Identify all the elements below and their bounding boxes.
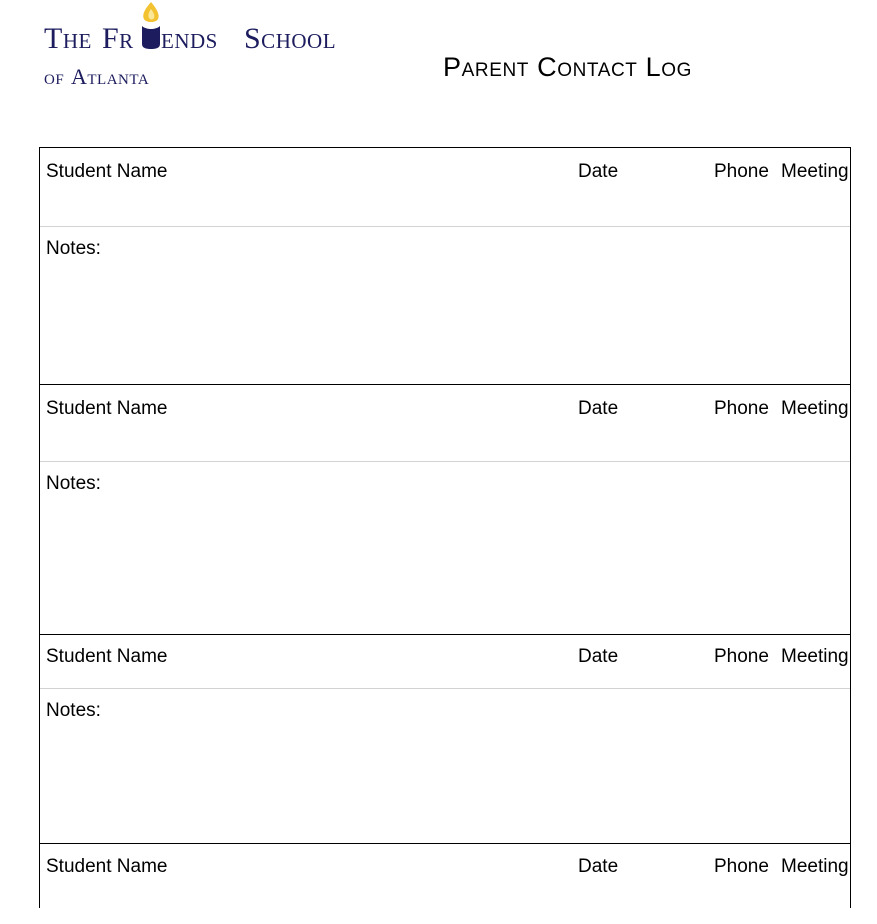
meeting-label: Meeting [781,161,849,182]
entry-header-row [40,148,850,227]
svg-text:of [44,64,64,89]
entry-header-row [40,844,850,904]
logo-word-the: The [44,22,92,55]
logo-word-school: School [244,22,337,55]
student-name-label: Student Name [46,646,168,667]
logo-word-fr: Fr [102,22,134,55]
svg-text:The [44,22,92,55]
phone-label: Phone [714,856,769,877]
contact-entry [40,148,850,384]
school-logo-graphic [40,0,365,92]
notes-label: Notes: [46,473,101,494]
meeting-label: Meeting [781,856,849,877]
date-label: Date [578,161,619,182]
logo-word-of: of [44,64,65,89]
logo-word-atlanta: Atlanta [71,64,150,89]
entry-header-row [40,635,850,689]
notes-label: Notes: [46,700,101,721]
entry-notes-area[interactable] [40,227,850,384]
meeting-label: Meeting [781,646,849,667]
contact-entry [40,843,850,924]
contact-log-form [39,147,851,908]
phone-label: Phone [714,646,769,667]
date-label: Date [578,646,619,667]
entry-notes-area[interactable] [40,689,850,843]
meeting-label: Meeting [781,398,849,419]
student-name-label: Student Name [46,161,168,182]
phone-label: Phone [714,161,769,182]
candle-flame-icon [142,2,160,49]
entry-notes-area[interactable] [40,462,850,634]
page-title: Parent Contact Log [443,52,692,82]
notes-label: Notes: [46,238,101,259]
date-label: Date [578,856,619,877]
svg-text:School [244,22,336,55]
svg-text:ends [161,22,218,55]
svg-text:Atlanta [71,64,149,89]
date-label: Date [578,398,619,419]
student-name-label: Student Name [46,398,168,419]
entry-header-row [40,385,850,462]
contact-entry [40,634,850,844]
phone-label: Phone [714,398,769,419]
school-logo [40,0,365,92]
logo-word-ends: ends [161,22,218,55]
svg-text:Fr [102,22,134,55]
contact-entry [40,384,850,635]
student-name-label: Student Name [46,856,168,877]
